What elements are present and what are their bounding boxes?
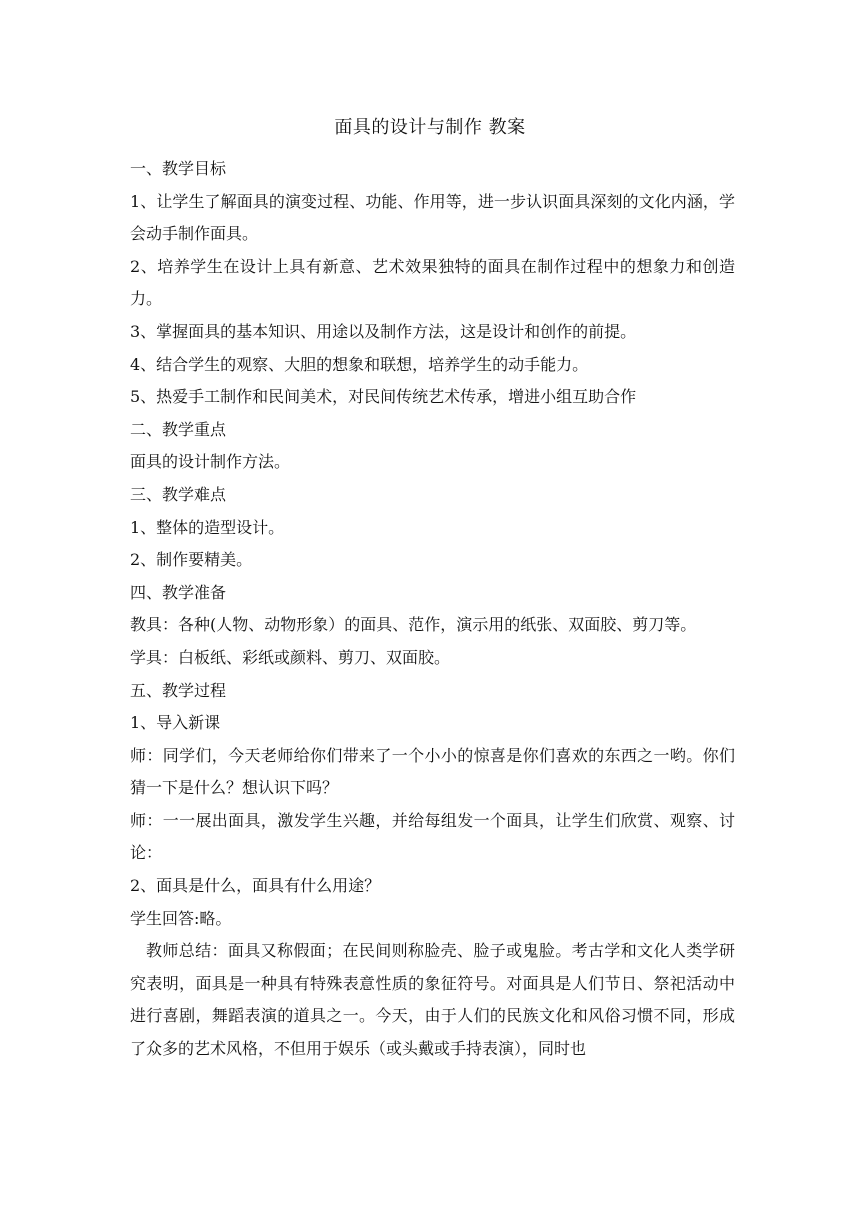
paragraph-student-answer: 学生回答:略。 xyxy=(130,908,232,928)
paragraph-objective-2: 2、培养学生在设计上具有新意、艺术效果独特的面具在制作过程中的想象力和创造力。 xyxy=(130,256,735,309)
paragraph-key-point: 面具的设计制作方法。 xyxy=(130,452,291,472)
section-heading-process: 五、教学过程 xyxy=(130,680,227,700)
paragraph-difficulty-2: 2、制作要精美。 xyxy=(130,550,253,570)
section-heading-objectives: 一、教学目标 xyxy=(130,159,227,178)
section-heading-difficulties: 三、教学难点 xyxy=(130,484,227,504)
paragraph-student-materials: 学具：白板纸、彩纸或颜料、剪刀、双面胶。 xyxy=(130,647,451,667)
document-body xyxy=(130,153,735,1066)
paragraph-objective-5: 5、热爱手工制作和民间美术，对民间传统艺术传承，增进小组互助合作 xyxy=(130,387,637,407)
paragraph-objective-3: 3、掌握面具的基本知识、用途以及制作方法，这是设计和创作的前提。 xyxy=(130,321,637,341)
paragraph-difficulty-1: 1、整体的造型设计。 xyxy=(130,517,285,537)
document-title: 面具的设计与制作 教案 xyxy=(334,117,526,138)
paragraph-objective-1: 1、让学生了解面具的演变过程、功能、作用等，进一步认识面具深刻的文化内涵，学会动手制作面具。 xyxy=(130,191,735,244)
section-heading-key-points: 二、教学重点 xyxy=(130,419,227,439)
subheading-introduction: 1、导入新课 xyxy=(130,713,221,733)
subheading-question: 2、面具是什么，面具有什么用途？ xyxy=(130,876,381,896)
paragraph-teacher-display: 师：一一展出面具，激发学生兴趣，并给每组发一个面具，让学生们欣赏、观察、讨论： xyxy=(130,810,735,863)
paragraph-teacher-intro: 师：同学们，今天老师给你们带来了一个小小的惊喜是你们喜欢的东西之一哟。你们猜一下是什么？想认识下吗？ xyxy=(130,745,735,798)
paragraph-teacher-materials: 教具：各种(人物、动物形象）的面具、范作，演示用的纸张、双面胶、剪刀等。 xyxy=(130,615,697,635)
paragraph-teacher-summary: 教师总结：面具又称假面；在民间则称脸壳、脸子或鬼脸。考古学和文化人类学研究表明，面具是一种具有特殊表意性质的象征符号。对面具是人们节日、祭祀活动中进行喜剧，舞蹈表演的道具之一。今天，由于人们的民族文化和风俗习惯不同，形成了众多的艺术风格，不但用于娱乐（或头戴或手持表演），同时也 xyxy=(130,941,735,1059)
paragraph-objective-4: 4、结合学生的观察、大胆的想象和联想，培养学生的动手能力。 xyxy=(130,354,589,374)
section-heading-preparation: 四、教学准备 xyxy=(130,582,227,602)
